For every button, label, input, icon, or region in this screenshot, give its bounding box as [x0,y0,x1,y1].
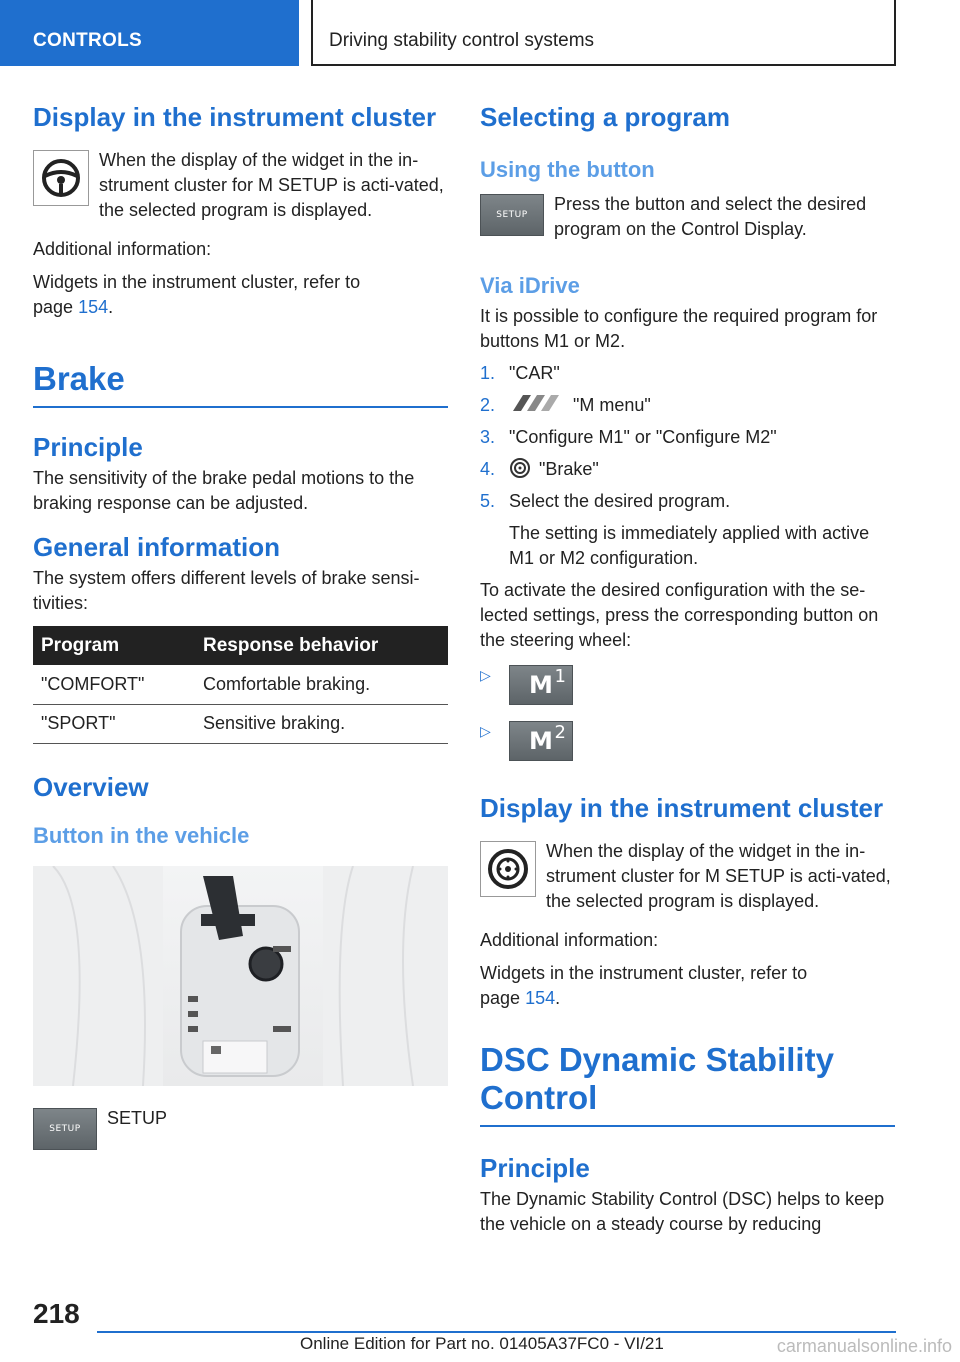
right-column [480,100,895,1237]
step-text: "Configure M1" or "Configure M2" [509,427,777,447]
section-label: CONTROLS [33,30,143,51]
setup-caption: SETUP [107,1107,168,1128]
list-item [480,457,895,482]
overview-heading: Overview [33,771,149,802]
page-link[interactable]: 154 [78,297,109,317]
setup-button-icon [33,1108,97,1150]
table-cell: "SPORT" [33,704,195,743]
table-row [33,665,448,704]
m-button-list [480,665,895,761]
display-cluster-text-2: When the display of the widget in the in-strument cluster for M SETUP is acti-vated, the selected program is displayed. [546,841,891,911]
brake-principle-heading: Principle [33,432,143,462]
steering-wheel-icon [33,150,89,206]
setup-button-label: SETUP [496,210,528,220]
widgets-reference-2 [480,961,840,1011]
table-header-program: Program [33,626,195,665]
chapter-title: Driving stability control systems [329,30,595,51]
step-text: "CAR" [509,363,560,383]
step-text: "M menu" [573,395,651,415]
page-dot: . [108,297,114,317]
display-cluster-block-2 [480,839,895,914]
brake-disc-icon [480,841,536,897]
brake-program-table [33,626,448,744]
page-dot: . [555,988,561,1008]
widgets-reference [33,270,393,320]
general-info-text: The system offers different levels of brake sensi-tivities: [33,568,420,613]
list-item [480,489,895,514]
m-digit: 2 [554,722,566,743]
list-item [480,721,895,761]
setup-button-label: SETUP [49,1123,81,1134]
widgets-text: Widgets in the instrument cluster, refer to [33,272,361,292]
page-word: page [33,297,74,317]
display-cluster-block [33,148,448,223]
table-cell: Comfortable braking. [195,665,448,704]
using-button-block [480,192,895,242]
step-text: "Brake" [539,459,599,479]
step-number: 2. [480,395,496,415]
setup-caption-row [33,1106,448,1150]
page-word: page [480,988,521,1008]
brake-disc-icon [509,457,531,479]
via-idrive-text: It is possible to configure the required program for buttons M1 or M2. [480,306,878,351]
button-in-vehicle-heading: Button in the vehicle [33,822,250,848]
m-stripes-icon [509,393,565,413]
m-digit: 1 [554,666,566,687]
dsc-heading: DSC Dynamic Stability Control [480,1041,895,1127]
activate-text: To activate the desired configuration with the se-lected settings, press the corresponding button on the steering wheel: [480,580,879,650]
via-idrive-heading: Via iDrive [480,273,580,298]
m-letter: M [529,671,553,699]
m2-button-icon [509,721,573,761]
list-item [480,393,895,418]
step-number: 1. [480,363,496,383]
table-header-row [33,626,448,665]
step-text: Select the desired program. [509,491,731,511]
brake-principle-text: The sensitivity of the brake pedal motions to the braking response can be adjusted. [33,468,415,513]
table-header-response: Response behavior [195,626,448,665]
footer-divider [97,1331,896,1333]
additional-info-label: Additional information: [33,239,212,259]
list-item [480,425,895,450]
dsc-principle-heading: Principle [480,1153,590,1183]
page-link[interactable]: 154 [525,988,556,1008]
chapter-title-box [311,0,896,66]
using-button-heading: Using the button [480,157,655,182]
brake-heading: Brake [33,360,448,408]
setup-button-icon [480,194,544,236]
step-number: 3. [480,427,496,447]
display-cluster-heading: Display in the instrument cluster [33,102,437,132]
additional-info-label-2: Additional information: [480,930,659,950]
triangle-bullet-icon: ▷ [480,723,491,739]
table-cell: Sensitive braking. [195,704,448,743]
widgets-text: Widgets in the instrument cluster, refer to [480,963,808,983]
edition-text: Online Edition for Part no. 01405A37FC0 - VI/21 [300,1334,664,1353]
using-button-text: Press the button and select the desired program on the Control Display. [554,194,867,239]
page-number: 218 [33,1298,80,1329]
selecting-program-heading: Selecting a program [480,102,730,132]
display-cluster-heading-2: Display in the instrument cluster [480,793,884,823]
center-console-illustration [33,866,448,1086]
left-column [33,100,448,1150]
watermark: carmanualsonline.info [776,1336,952,1356]
dsc-principle-text: The Dynamic Stability Control (DSC) helps to keep the vehicle on a steady course by reducing [480,1189,885,1234]
list-item [480,361,895,386]
list-item [480,665,895,705]
step-number: 4. [480,459,496,479]
display-cluster-text: When the display of the widget in the in-strument cluster for M SETUP is acti-vated, the selected program is displayed. [99,150,444,220]
general-info-heading: General information [33,532,281,562]
idrive-steps-list [480,361,895,514]
m1-button-icon [509,665,573,705]
step-number: 5. [480,491,496,511]
table-cell: "COMFORT" [33,665,195,704]
step5-subtext: The setting is immediately applied with active M1 or M2 configuration. [509,523,870,568]
triangle-bullet-icon: ▷ [480,667,491,683]
section-tab [0,0,299,66]
m-letter: M [529,727,553,755]
table-row [33,704,448,743]
